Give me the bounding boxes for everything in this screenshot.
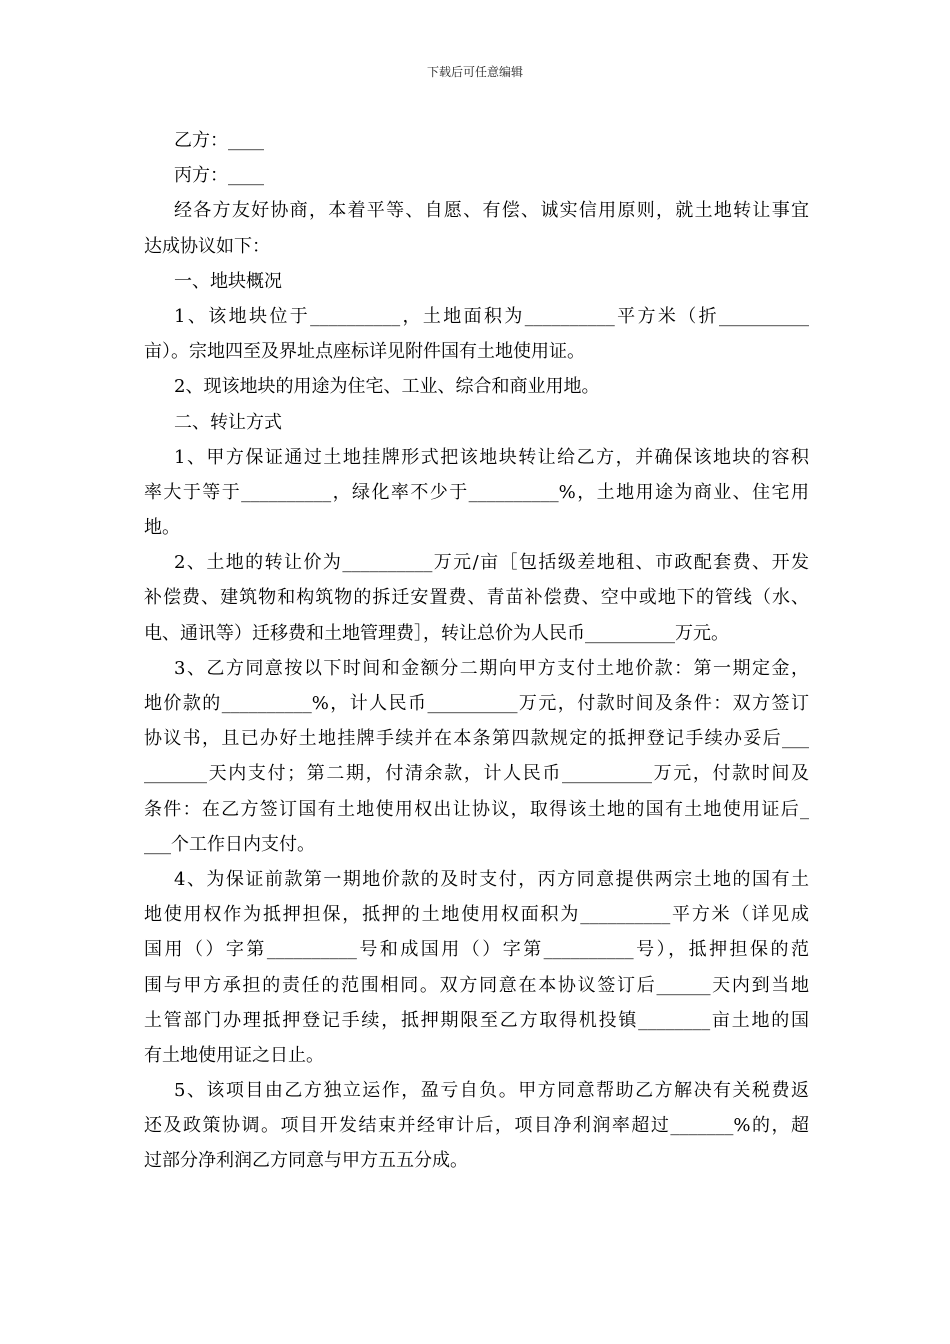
document-line: 丙方：____ [174,165,264,187]
document-line: 经各方友好协商，本着平等、自愿、有偿、诚实信用原则，就土地转让事宜 [174,200,809,222]
document-line: 土管部门办理抵押登记手续，抵押期限至乙方取得机投镇________亩土地的国 [144,1009,809,1031]
document-line: 率大于等于__________，绿化率不少于__________%，土地用途为商业、住宅用 [144,481,809,503]
document-line: 有土地使用证之日止。 [144,1044,324,1066]
document-line: 围与甲方承担的责任的范围相同。双方同意在本协议签订后______天内到当地 [144,974,809,996]
document-line: 4、为保证前款第一期地价款的及时支付，丙方同意提供两宗土地的国有土 [174,868,809,890]
page-header: 下载后可任意编辑 [426,65,523,79]
document-line: 国用（）字第__________号和成国用（）字第__________号），抵押担保的范 [144,939,809,961]
document-line: 乙方：____ [174,130,264,151]
document-line: 还及政策协调。项目开发结束并经审计后，项目净利润率超过_______%的，超 [144,1115,809,1137]
document-line: 2、土地的转让价为__________万元/亩［包括级差地租、市政配套费、开发 [174,552,809,574]
document-line: 2、现该地块的用途为住宅、工业、综合和商业用地。 [174,376,600,398]
document-line: 地使用权作为抵押担保，抵押的土地使用权面积为__________平方米（详见成 [144,904,809,926]
document-line: 补偿费、建筑物和构筑物的拆迁安置费、青苗补偿费、空中或地下的管线（水、 [144,587,809,609]
document-line: 条件：在乙方签订国有土地使用权出让协议，取得该土地的国有土地使用证后_ [144,798,809,820]
document-line: 达成协议如下： [144,235,270,257]
document-line: 1、该地块位于__________，土地面积为__________平方米（折__________ [174,305,809,327]
document-line: _______天内支付；第二期，付清余款，计人民币__________万元，付款时间及 [144,763,809,785]
document-line: 地。 [144,517,180,539]
document-line: 5、该项目由乙方独立运作，盈亏自负。甲方同意帮助乙方解决有关税费返 [174,1080,809,1102]
document-line: 3、乙方同意按以下时间和金额分二期向甲方支付土地价款：第一期定金， [174,657,809,679]
document-line: ___个工作日内支付。 [144,833,315,855]
document-line: 一、地块概况 [174,270,282,292]
document-body [144,123,809,1179]
document-line: 电、通讯等）迁移费和土地管理费］，转让总价为人民币__________万元。 [144,622,729,644]
document-line: 地价款的__________%，计人民币__________万元，付款时间及条件：双方签订 [144,693,809,714]
document-line: 二、转让方式 [174,411,282,433]
document-line: 过部分净利润乙方同意与甲方五五分成。 [144,1150,468,1172]
document-line: 1、甲方保证通过土地挂牌形式把该地块转让给乙方，并确保该地块的容积 [174,446,809,468]
document-line: 协议书，且已办好土地挂牌手续并在本条第四款规定的抵押登记手续办妥后___ [144,728,809,750]
document-line: 亩）。宗地四至及界址点座标详见附件国有土地使用证。 [144,341,585,363]
